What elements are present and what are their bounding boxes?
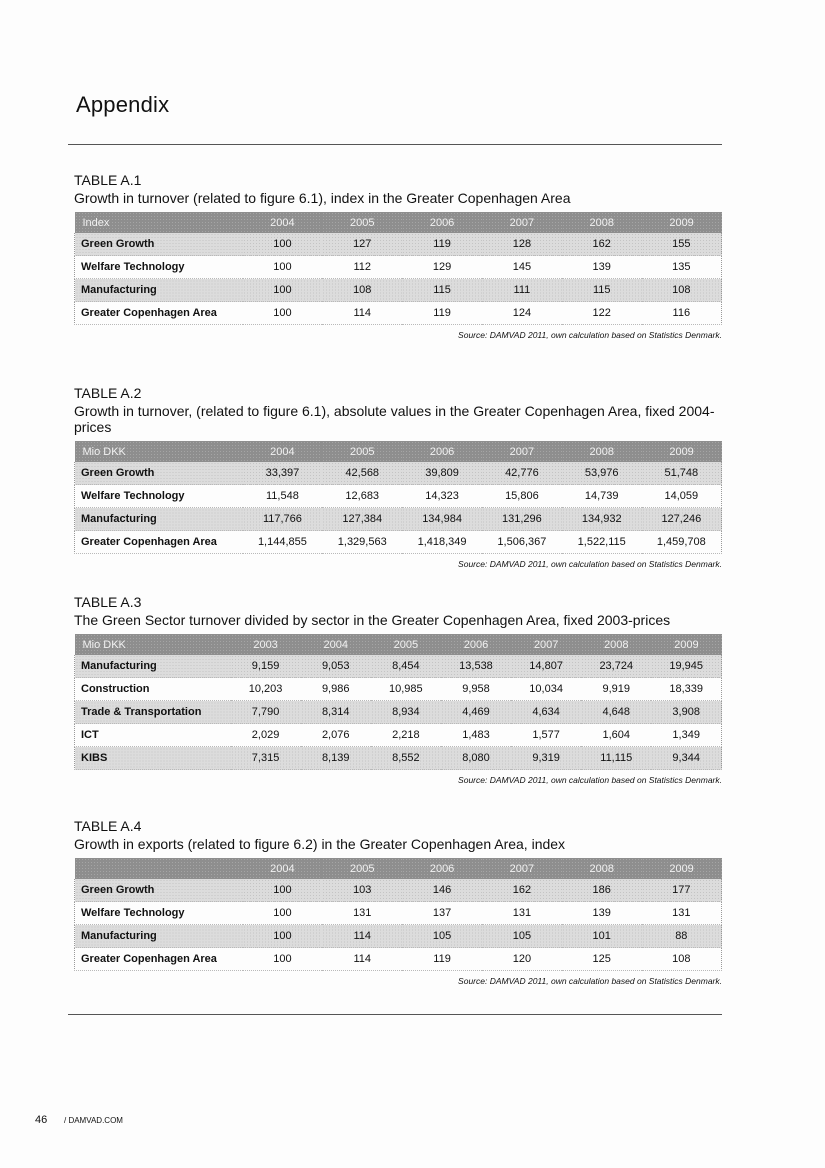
table-cell: 162: [482, 879, 562, 902]
table-cell: 120: [482, 948, 562, 971]
header-row: [75, 441, 722, 462]
table-cell: 8,934: [371, 701, 441, 724]
table-cell: 105: [482, 925, 562, 948]
table-cell: 128: [482, 233, 562, 256]
table-cell: 14,323: [402, 485, 482, 508]
table-cell: 39,809: [402, 462, 482, 485]
table-cell: 2,029: [231, 724, 301, 747]
table-cell: 134,984: [402, 508, 482, 531]
table-cell: 4,469: [441, 701, 511, 724]
table-a2-section: [74, 385, 726, 569]
table-cell: 186: [562, 879, 642, 902]
table-cell: 4,634: [511, 701, 581, 724]
header-row: [75, 212, 722, 233]
table-cell: 115: [562, 279, 642, 302]
header-row: [75, 858, 722, 879]
row-header-cell: [75, 858, 243, 879]
table-cell: 119: [402, 302, 482, 325]
table-cell: 15,806: [482, 485, 562, 508]
column-header: 2008: [581, 634, 651, 655]
column-header: 2008: [562, 441, 642, 462]
table-cell: 155: [642, 233, 722, 256]
table-cell: 131: [642, 902, 722, 925]
table-cell: 33,397: [243, 462, 323, 485]
table-cell: 114: [322, 948, 402, 971]
column-header: 2007: [482, 441, 562, 462]
table-cell: 7,790: [231, 701, 301, 724]
bottom-divider: [68, 1014, 722, 1015]
column-header: 2005: [371, 634, 441, 655]
table-row: [75, 233, 722, 256]
table-cell: 100: [243, 948, 323, 971]
row-label: Trade & Transportation: [75, 701, 231, 724]
column-header: 2004: [243, 441, 323, 462]
table-cell: 125: [562, 948, 642, 971]
table-cell: 9,986: [301, 678, 371, 701]
table-cell: 114: [322, 302, 402, 325]
table-cell: 131: [322, 902, 402, 925]
column-header: 2006: [402, 441, 482, 462]
table-cell: 12,683: [322, 485, 402, 508]
table-cell: 100: [243, 233, 323, 256]
table-row: [75, 302, 722, 325]
table-cell: 119: [402, 948, 482, 971]
table-cell: 88: [642, 925, 722, 948]
table-row: [75, 678, 722, 701]
table-row: [75, 279, 722, 302]
table-cell: 139: [562, 902, 642, 925]
top-divider: [68, 144, 722, 145]
column-header: 2005: [322, 441, 402, 462]
table-row: [75, 747, 722, 770]
row-label: Manufacturing: [75, 508, 243, 531]
table-row: [75, 531, 722, 554]
table-cell: 139: [562, 256, 642, 279]
column-header: 2009: [642, 858, 722, 879]
table-cell: 108: [642, 948, 722, 971]
source-note: Source: DAMVAD 2011, own calculation based on Statistics Denmark.: [458, 330, 722, 340]
source-note: Source: DAMVAD 2011, own calculation based on Statistics Denmark.: [458, 775, 722, 785]
table-cell: 100: [243, 925, 323, 948]
column-header: 2008: [562, 212, 642, 233]
table-cell: 9,958: [441, 678, 511, 701]
row-label: Manufacturing: [75, 655, 231, 678]
table-cell: 7,315: [231, 747, 301, 770]
table-row: [75, 655, 722, 678]
table-cell: 117,766: [243, 508, 323, 531]
table-cell: 19,945: [651, 655, 721, 678]
table-cell: 53,976: [562, 462, 642, 485]
table-cell: 1,506,367: [482, 531, 562, 554]
table-cell: 116: [642, 302, 722, 325]
row-header-cell: Mio DKK: [75, 634, 231, 655]
column-header: 2007: [511, 634, 581, 655]
table-row: [75, 902, 722, 925]
table-cell: 162: [562, 233, 642, 256]
row-label: Greater Copenhagen Area: [75, 302, 243, 325]
row-label: Green Growth: [75, 233, 243, 256]
table-caption: Growth in exports (related to figure 6.2) in the Greater Copenhagen Area, index: [74, 836, 566, 852]
column-header: 2006: [402, 858, 482, 879]
table-cell: 103: [322, 879, 402, 902]
table-cell: 112: [322, 256, 402, 279]
footer-site: / DAMVAD.COM: [64, 1116, 123, 1125]
table-cell: 1,483: [441, 724, 511, 747]
table-row: [75, 724, 722, 747]
table-cell: 9,919: [581, 678, 651, 701]
table-cell: 108: [642, 279, 722, 302]
table-cell: 135: [642, 256, 722, 279]
table-cell: 127,246: [642, 508, 722, 531]
table-cell: 146: [402, 879, 482, 902]
column-header: 2005: [322, 212, 402, 233]
data-table: [74, 212, 722, 325]
table-cell: 1,459,708: [642, 531, 722, 554]
table-cell: 9,319: [511, 747, 581, 770]
column-header: 2007: [482, 858, 562, 879]
table-cell: 108: [322, 279, 402, 302]
table-row: [75, 508, 722, 531]
table-cell: 10,034: [511, 678, 581, 701]
table-cell: 18,339: [651, 678, 721, 701]
table-row: [75, 701, 722, 724]
table-cell: 1,329,563: [322, 531, 402, 554]
row-label: Green Growth: [75, 462, 243, 485]
table-cell: 8,139: [301, 747, 371, 770]
table-cell: 100: [243, 879, 323, 902]
table-cell: 9,344: [651, 747, 721, 770]
table-cell: 101: [562, 925, 642, 948]
row-label: Construction: [75, 678, 231, 701]
row-label: KIBS: [75, 747, 231, 770]
table-cell: 8,080: [441, 747, 511, 770]
table-a3-section: [74, 594, 726, 785]
table-cell: 10,203: [231, 678, 301, 701]
table-cell: 14,059: [642, 485, 722, 508]
table-cell: 9,053: [301, 655, 371, 678]
row-label: Greater Copenhagen Area: [75, 948, 243, 971]
column-header: 2009: [651, 634, 721, 655]
table-cell: 145: [482, 256, 562, 279]
table-cell: 111: [482, 279, 562, 302]
table-caption: Growth in turnover (related to figure 6.1), index in the Greater Copenhagen Area: [74, 190, 571, 206]
column-header: 2006: [441, 634, 511, 655]
row-header-cell: Mio DKK: [75, 441, 243, 462]
table-cell: 115: [402, 279, 482, 302]
table-cell: 8,454: [371, 655, 441, 678]
table-a1-section: [74, 172, 726, 340]
column-header: 2003: [231, 634, 301, 655]
table-cell: 2,218: [371, 724, 441, 747]
row-label: Greater Copenhagen Area: [75, 531, 243, 554]
table-cell: 100: [243, 902, 323, 925]
data-table: [74, 858, 722, 971]
table-label: TABLE A.4: [74, 818, 142, 834]
table-cell: 10,985: [371, 678, 441, 701]
table-cell: 1,522,115: [562, 531, 642, 554]
column-header: 2005: [322, 858, 402, 879]
table-row: [75, 256, 722, 279]
table-cell: 9,159: [231, 655, 301, 678]
table-cell: 100: [243, 279, 323, 302]
table-cell: 131: [482, 902, 562, 925]
column-header: 2006: [402, 212, 482, 233]
table-cell: 11,115: [581, 747, 651, 770]
table-cell: 8,552: [371, 747, 441, 770]
column-header: 2008: [562, 858, 642, 879]
row-label: Green Growth: [75, 879, 243, 902]
table-cell: 105: [402, 925, 482, 948]
column-header: 2007: [482, 212, 562, 233]
row-label: Welfare Technology: [75, 485, 243, 508]
table-cell: 1,144,855: [243, 531, 323, 554]
source-note: Source: DAMVAD 2011, own calculation based on Statistics Denmark.: [458, 559, 722, 569]
row-header-cell: Index: [75, 212, 243, 233]
table-cell: 134,932: [562, 508, 642, 531]
table-row: [75, 879, 722, 902]
table-label: TABLE A.3: [74, 594, 142, 610]
table-row: [75, 485, 722, 508]
table-cell: 122: [562, 302, 642, 325]
table-cell: 1,577: [511, 724, 581, 747]
table-cell: 3,908: [651, 701, 721, 724]
table-cell: 42,776: [482, 462, 562, 485]
table-cell: 137: [402, 902, 482, 925]
table-label: TABLE A.1: [74, 172, 142, 188]
table-cell: 114: [322, 925, 402, 948]
table-cell: 23,724: [581, 655, 651, 678]
table-cell: 14,739: [562, 485, 642, 508]
table-caption: Growth in turnover, (related to figure 6.1), absolute values in the Greater Copenhagen Area, fixed 2004-prices: [74, 403, 715, 435]
table-cell: 129: [402, 256, 482, 279]
column-header: 2009: [642, 441, 722, 462]
column-header: 2004: [301, 634, 371, 655]
data-table: [74, 634, 722, 770]
table-cell: 11,548: [243, 485, 323, 508]
table-cell: 127,384: [322, 508, 402, 531]
table-cell: 131,296: [482, 508, 562, 531]
table-cell: 14,807: [511, 655, 581, 678]
table-cell: 4,648: [581, 701, 651, 724]
table-cell: 1,349: [651, 724, 721, 747]
row-label: Welfare Technology: [75, 256, 243, 279]
table-row: [75, 462, 722, 485]
column-header: 2009: [642, 212, 722, 233]
table-row: [75, 925, 722, 948]
row-label: Welfare Technology: [75, 902, 243, 925]
table-cell: 2,076: [301, 724, 371, 747]
table-cell: 124: [482, 302, 562, 325]
column-header: 2004: [243, 212, 323, 233]
table-cell: 42,568: [322, 462, 402, 485]
row-label: Manufacturing: [75, 279, 243, 302]
table-cell: 1,604: [581, 724, 651, 747]
table-a4-section: [74, 818, 726, 986]
page-number: 46: [35, 1114, 48, 1126]
table-caption: The Green Sector turnover divided by sector in the Greater Copenhagen Area, fixed 2003-prices: [74, 612, 671, 628]
source-note: Source: DAMVAD 2011, own calculation based on Statistics Denmark.: [458, 976, 722, 986]
table-cell: 100: [243, 256, 323, 279]
column-header: 2004: [243, 858, 323, 879]
table-cell: 119: [402, 233, 482, 256]
header-row: [75, 634, 722, 655]
table-row: [75, 948, 722, 971]
row-label: ICT: [75, 724, 231, 747]
table-cell: 13,538: [441, 655, 511, 678]
page-title: Appendix: [76, 92, 170, 117]
table-cell: 51,748: [642, 462, 722, 485]
row-label: Manufacturing: [75, 925, 243, 948]
table-label: TABLE A.2: [74, 385, 142, 401]
table-cell: 177: [642, 879, 722, 902]
table-cell: 8,314: [301, 701, 371, 724]
table-cell: 1,418,349: [402, 531, 482, 554]
table-cell: 127: [322, 233, 402, 256]
data-table: [74, 441, 722, 554]
table-cell: 100: [243, 302, 323, 325]
